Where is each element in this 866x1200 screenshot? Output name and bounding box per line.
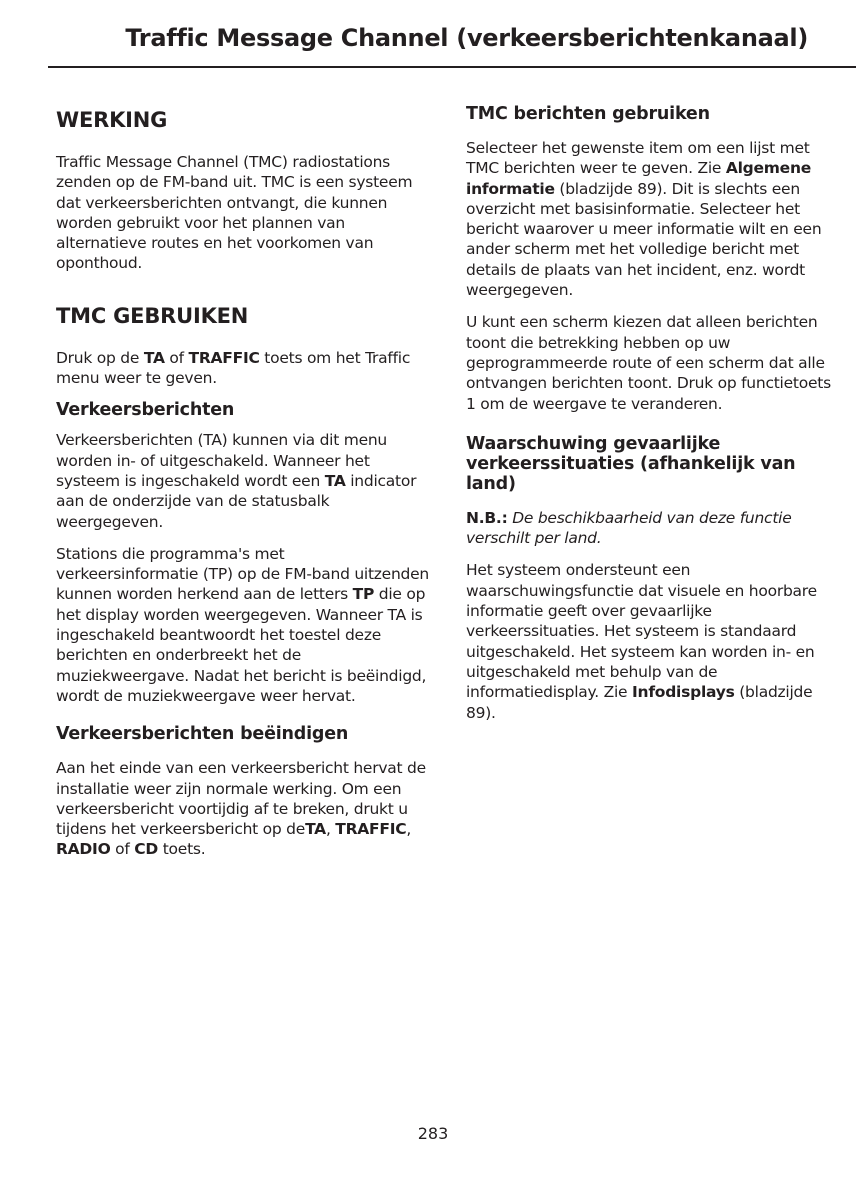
beeindigen-paragraph bbox=[56, 758, 430, 859]
tmc-berichten-paragraph-1 bbox=[466, 138, 842, 300]
text-run: Selecteer het gewenste item om een lijst met TMC berichten weer te geven. Zie bbox=[466, 139, 810, 178]
text-run: , bbox=[325, 820, 336, 839]
key-traffic: TRAFFIC bbox=[188, 348, 260, 367]
key-radio: RADIO bbox=[56, 840, 111, 859]
subheading-verkeersberichten-beeindigen: Verkeersberichten beëindigen bbox=[56, 724, 349, 745]
note-paragraph bbox=[466, 508, 842, 549]
right-column bbox=[466, 100, 842, 735]
text-run: Stations die programma's met verkeersinformatie (TP) op de FM-band uitzenden kunnen worden herkend aan de letters bbox=[56, 544, 429, 604]
subheading-verkeersberichten: Verkeersberichten bbox=[56, 400, 235, 421]
text-run: , bbox=[406, 820, 412, 839]
key-cd: CD bbox=[134, 840, 159, 859]
note-text: De beschikbaarheid van deze functie verschilt per land. bbox=[466, 508, 792, 548]
text-run: of bbox=[110, 840, 135, 859]
subheading-waarschuwing: Waarschuwing gevaarlijke verkeerssituaties (afhankelijk van land) bbox=[466, 433, 796, 494]
text-run: die op het display worden weergegeven. Wanneer TA is ingeschakeld beantwoordt het toestel deze berichten en onderbreekt het de muziekweergave. Nadat het bericht is beëindigd, wordt de muziekweergave weer hervat. bbox=[56, 585, 427, 705]
header-divider bbox=[48, 66, 856, 68]
text-run: of bbox=[164, 348, 189, 367]
subheading-tmc-berichten-gebruiken: TMC berichten gebruiken bbox=[466, 104, 710, 124]
left-column bbox=[56, 100, 430, 872]
text-run: indicator aan de onderzijde van de statusbalk weergegeven. bbox=[56, 471, 417, 531]
text-run: toets om het Traffic menu weer te geven. bbox=[56, 348, 411, 388]
text-run: Verkeersberichten (TA) kunnen via dit menu worden in- of uitgeschakeld. Wanneer het systeem is ingeschakeld wordt een bbox=[56, 431, 387, 490]
waarschuwing-paragraph bbox=[466, 560, 842, 722]
key-ta: TA bbox=[143, 348, 165, 367]
page-header-title: Traffic Message Channel (verkeersberichtenkanaal) bbox=[125, 24, 808, 52]
verkeersberichten-paragraph-2 bbox=[56, 544, 430, 706]
werking-paragraph: Traffic Message Channel (TMC) radiostations zenden op de FM-band uit. TMC is een systeem dat verkeersberichten ontvangt, die kunnen worden gebruikt voor het plannen van alternatieve routes en het voorkomen van oponthoud. bbox=[56, 153, 413, 273]
cross-reference-algemene-informatie[interactable]: Algemene informatie bbox=[466, 159, 811, 198]
text-run: (bladzijde 89). Dit is slechts een overzicht met basisinformatie. Selecteer het bericht waarover u meer informatie wilt en een ander scherm met het volledige bericht met details de plaats van het incident, enz. wordt weergegeven. bbox=[466, 179, 822, 300]
text-run: toets. bbox=[158, 840, 206, 859]
section-heading-werking: WERKING bbox=[56, 108, 168, 132]
text-run: Het systeem ondersteunt een waarschuwingsfunctie dat visuele en hoorbare informatie geeft over gevaarlijke verkeerssituaties. Het systeem is standaard uitgeschakeld. Het systeem kan worden in- en uitgeschakeld met behulp van de informatiedisplay. Zie bbox=[466, 561, 817, 702]
key-traffic: TRAFFIC bbox=[335, 820, 407, 839]
note-label: N.B.: bbox=[466, 508, 508, 527]
verkeersberichten-paragraph-1 bbox=[56, 430, 430, 531]
key-ta: TA bbox=[305, 820, 326, 839]
text-run: Druk op de bbox=[56, 348, 144, 367]
key-ta: TA bbox=[324, 471, 346, 490]
section-heading-tmc-gebruiken: TMC GEBRUIKEN bbox=[56, 303, 249, 328]
tmc-berichten-paragraph-2: U kunt een scherm kiezen dat alleen berichten toont die betrekking hebben op uw geprogrammeerde route of een scherm dat alle ontvangen berichten toont. Druk op functietoets 1 om de weergave te veranderen. bbox=[466, 313, 831, 413]
cross-reference-infodisplays[interactable]: Infodisplays bbox=[632, 683, 735, 702]
text-run: (bladzijde 89). bbox=[466, 683, 813, 722]
text-run: Aan het einde van een verkeersbericht hervat de installatie weer zijn normale werking. Om een verkeersbericht voortijdig af te breken, drukt u tijdens het verkeersbericht op de bbox=[56, 759, 426, 839]
indicator-tp: TP bbox=[352, 585, 375, 604]
page-number: 283 bbox=[417, 1124, 449, 1143]
tmc-gebruiken-paragraph bbox=[56, 348, 430, 389]
